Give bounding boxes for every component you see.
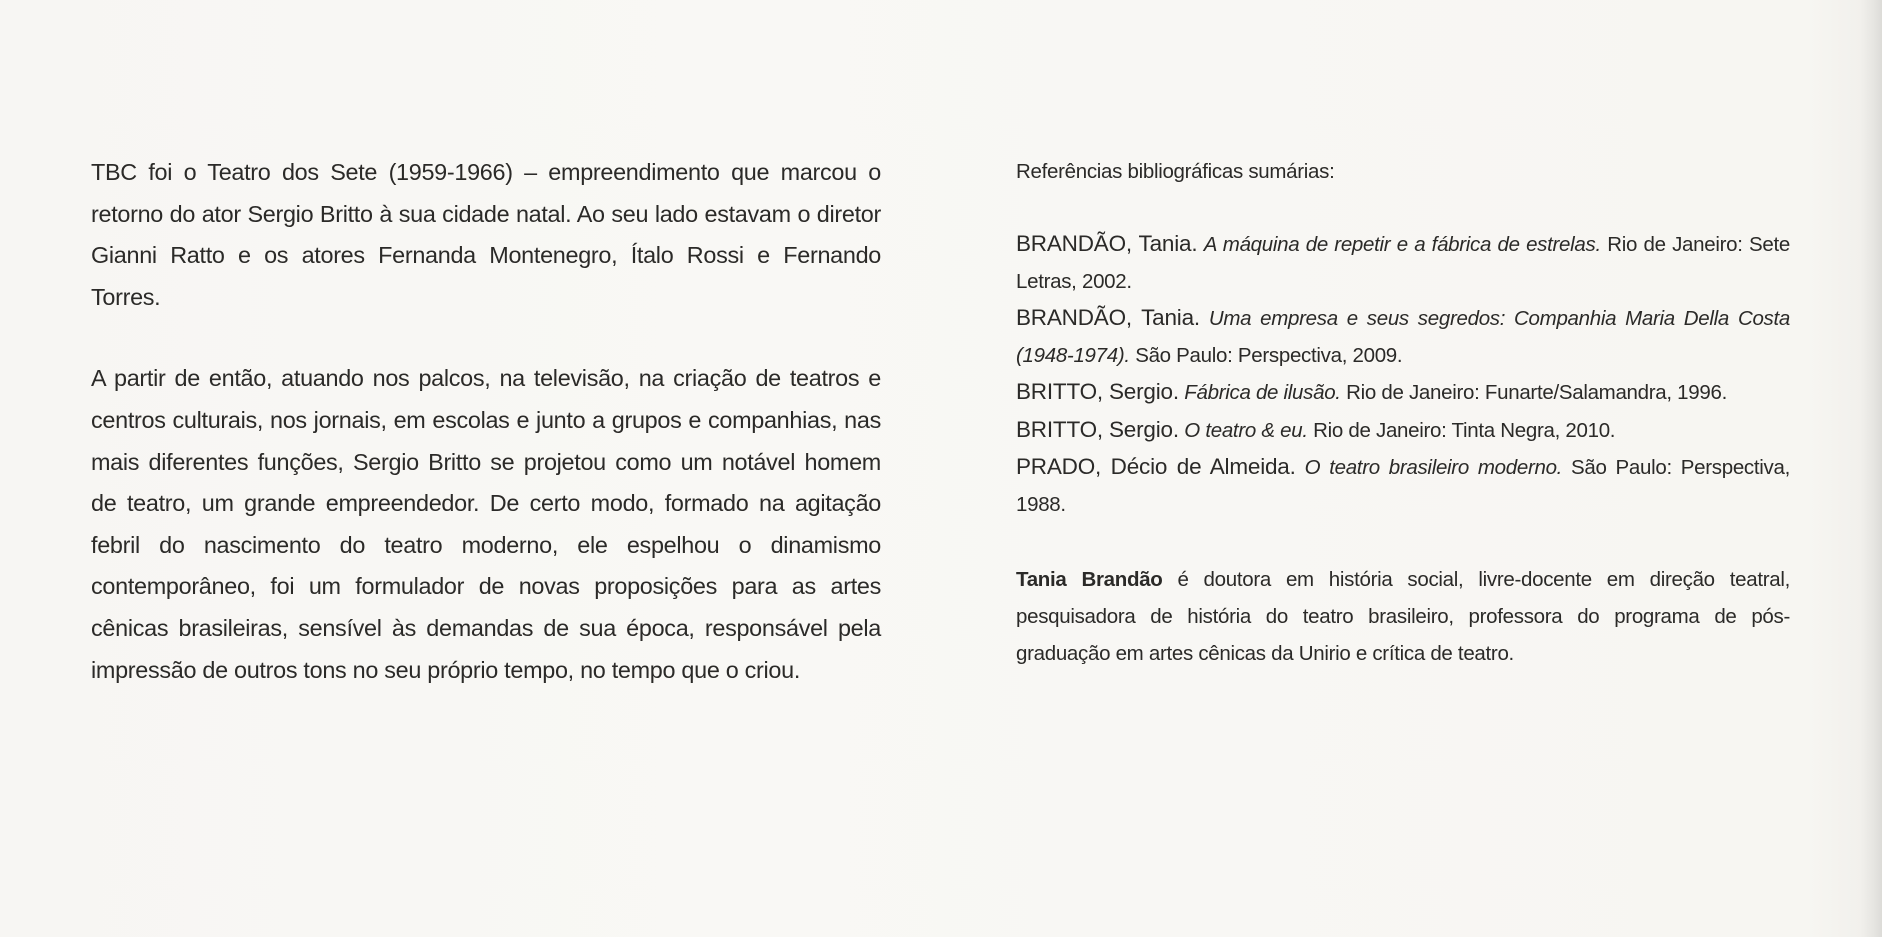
reference-item	[1016, 300, 1790, 374]
bio-author-name: Tania Brandão	[1016, 568, 1163, 591]
reference-author: BRITTO, Sergio.	[1016, 379, 1179, 404]
reference-publisher: São Paulo: Perspectiva, 2009.	[1135, 343, 1403, 367]
reference-title: O teatro brasileiro moderno.	[1304, 456, 1563, 479]
reference-author: PRADO, Décio de Almeida.	[1016, 454, 1296, 479]
reference-item	[1016, 412, 1790, 450]
reference-title: Fábrica de ilusão.	[1184, 381, 1341, 404]
author-bio	[1016, 561, 1790, 672]
reference-item	[1016, 374, 1790, 412]
reference-item	[1016, 226, 1790, 300]
reference-publisher: Rio de Janeiro: Tinta Negra, 2010.	[1313, 418, 1616, 442]
reference-author: BRANDÃO, Tania.	[1016, 231, 1198, 256]
reference-item	[1016, 449, 1790, 523]
reference-title: A máquina de repetir e a fábrica de estrelas.	[1203, 233, 1601, 256]
bio-text: é doutora em história social, livre-docente em direção teatral, pesquisadora de história do teatro brasileiro, professora do programa de pós-graduação em artes cênicas da Unirio e crítica de teatro.	[1016, 568, 1790, 665]
left-column	[91, 152, 881, 691]
reference-publisher: Rio de Janeiro: Funarte/Salamandra, 1996.	[1346, 381, 1727, 404]
body-paragraph-1: TBC foi o Teatro dos Sete (1959-1966) – empreendimento que marcou o retorno do ator Sergio Britto à sua cidade natal. Ao seu lado estavam o diretor Gianni Ratto e os atores Fernanda Montenegro, Ítalo Rossi e Fernando Torres.	[91, 159, 881, 310]
references-list	[1016, 226, 1790, 523]
reference-title: O teatro & eu.	[1184, 418, 1308, 442]
reference-author: BRITTO, Sergio.	[1016, 416, 1179, 442]
right-column	[1016, 154, 1790, 693]
body-paragraph-2: A partir de então, atuando nos palcos, na televisão, na criação de teatros e centros culturais, nos jornais, em escolas e junto a grupos e companhias, nas mais diferentes funções, Sergio Britto se projetou como um notável homem de teatro, um grande empreendedor. De certo modo, formado na agitação febril do nascimento do teatro moderno, ele espelhou o dinamismo contemporâneo, foi um formulador de novas proposições para as artes cênicas brasileiras, sensível às demandas de sua época, responsável pela impressão de outros tons no seu próprio tempo, no tempo que o criou.	[91, 365, 881, 683]
references-heading: Referências bibliográficas sumárias:	[1016, 160, 1335, 183]
reference-author: BRANDÃO, Tania.	[1016, 305, 1200, 330]
reference-publisher: Rio de Janeiro: Sete Letras, 2002.	[1016, 233, 1790, 293]
reference-publisher: São Paulo: Perspectiva, 1988.	[1016, 456, 1790, 516]
page-edge-shadow	[1860, 0, 1882, 937]
reference-title: Uma empresa e seus segredos: Companhia Maria Della Costa (1948-1974).	[1016, 307, 1790, 367]
